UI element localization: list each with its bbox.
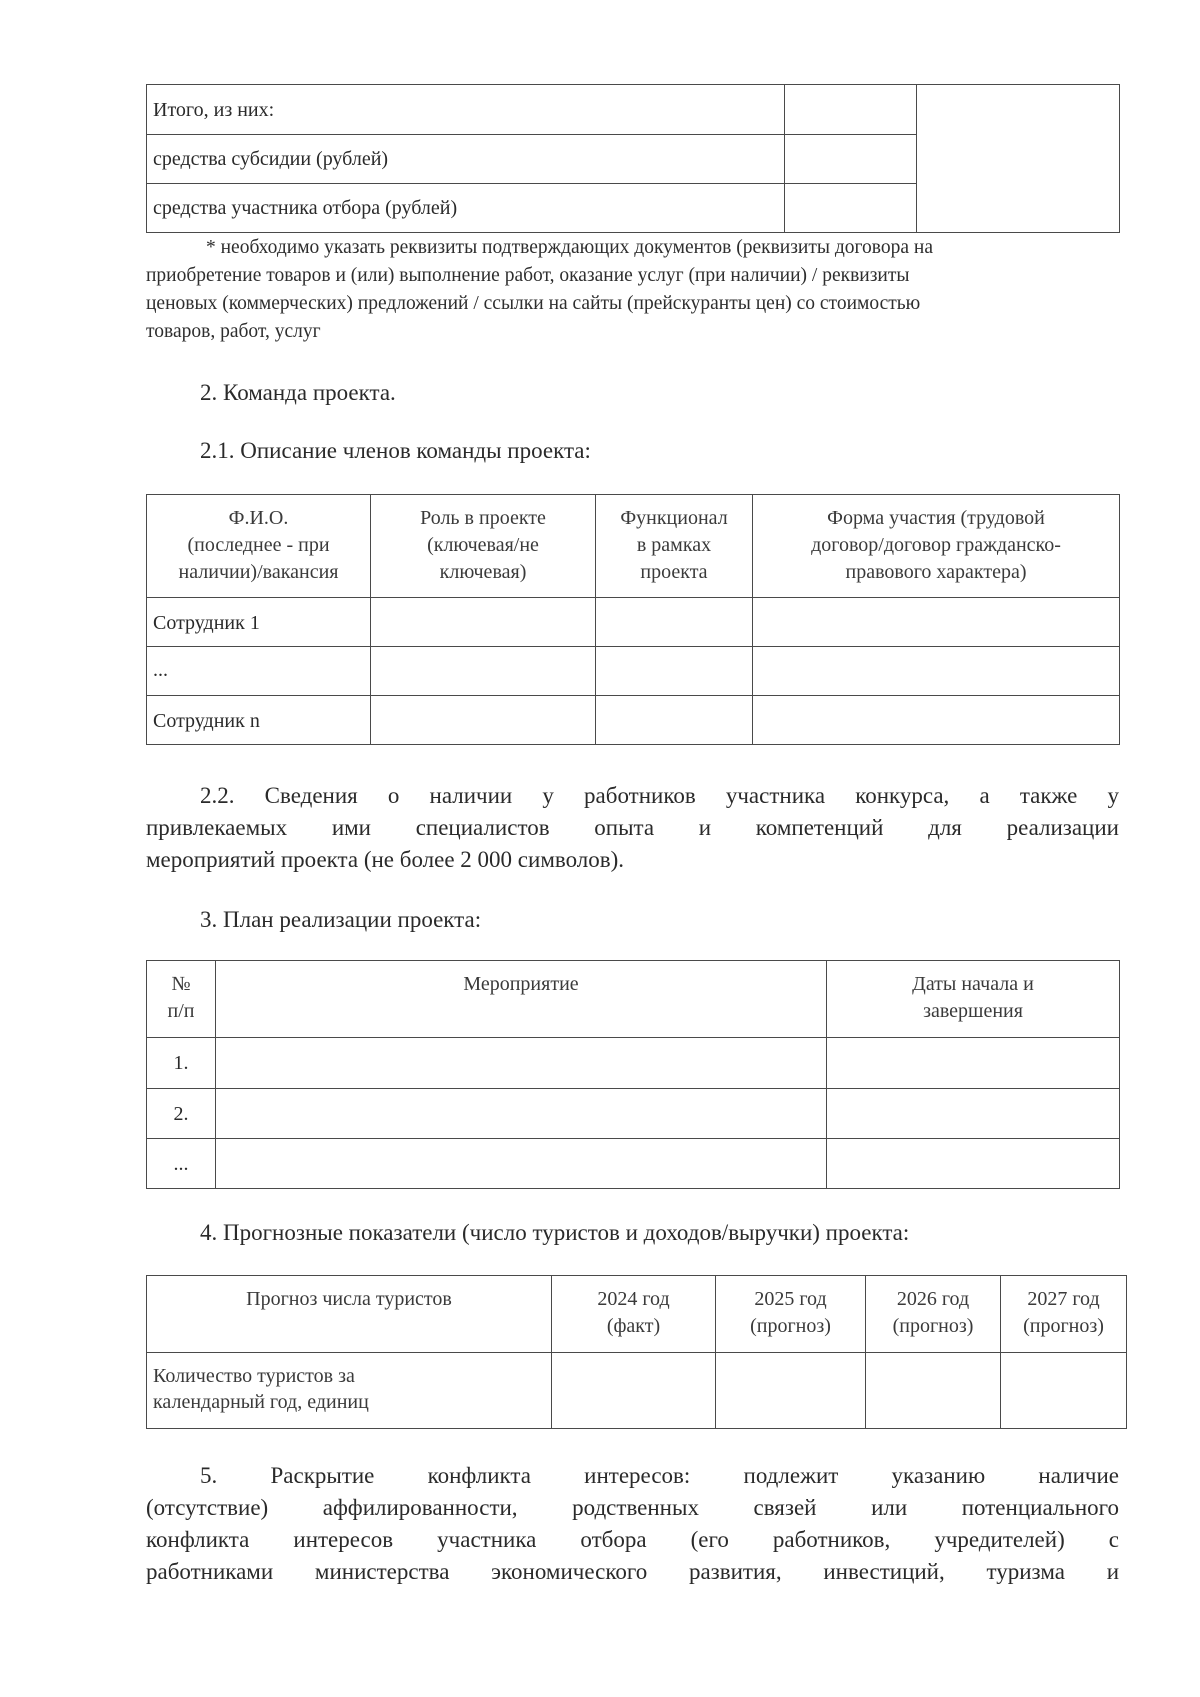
- section-2-heading: 2. Команда проекта.: [200, 380, 396, 405]
- table-row: [147, 696, 1120, 745]
- paragraph-line: мероприятий проекта (не более 2 000 символов).: [146, 847, 625, 872]
- header-line: Ф.И.О.: [228, 507, 289, 529]
- paragraph-line: работниками министерства экономического развития, инвестиций, туризма и: [146, 1559, 1119, 1584]
- section-3-heading: 3. План реализации проекта:: [200, 907, 482, 932]
- header-line: 2025 год: [754, 1288, 827, 1310]
- plan-row-num: 2.: [173, 1103, 189, 1125]
- plan-table: [146, 960, 1120, 1189]
- budget-row-label: Итого, из них:: [153, 99, 275, 121]
- team-header-role: [371, 495, 596, 598]
- header-line: Даты начала и: [912, 973, 1034, 995]
- team-header-fio: [147, 495, 371, 598]
- team-header-function: [596, 495, 753, 598]
- plan-header-event: [216, 961, 827, 1038]
- header-line: (ключевая/не: [427, 534, 539, 556]
- plan-row-num: ...: [173, 1153, 189, 1175]
- header-line: договор/договор гражданско-: [811, 534, 1061, 556]
- table-row: [147, 1353, 1127, 1429]
- table-row: [147, 1089, 1120, 1139]
- section-5-paragraph: [146, 1460, 1119, 1588]
- budget-row-subsidy: [147, 135, 785, 184]
- footnote-line: приобретение товаров и (или) выполнение работ, оказание услуг (при наличии) / реквизиты: [146, 265, 910, 286]
- budget-row-label: средства субсидии (рублей): [153, 148, 389, 170]
- paragraph-line: конфликта интересов участника отбора (его работников, учредителей) с: [146, 1527, 1119, 1552]
- header-line: Форма участия (трудовой: [827, 507, 1045, 529]
- header-line: завершения: [923, 1000, 1023, 1022]
- table-row: [147, 1038, 1120, 1089]
- budget-row-participant: [147, 184, 785, 233]
- paragraph-line: привлекаемых ими специалистов опыта и компетенций для реализации: [146, 815, 1119, 840]
- team-header-form: [753, 495, 1120, 598]
- forecast-header-2026: [866, 1276, 1001, 1353]
- header-line: (факт): [606, 1315, 661, 1337]
- header-line: (прогноз): [1023, 1315, 1104, 1337]
- header-line: Прогноз числа туристов: [246, 1288, 452, 1310]
- header-line: 2027 год: [1027, 1288, 1100, 1310]
- footnote-line: ценовых (коммерческих) предложений / ссылки на сайты (прейскуранты цен) со стоимостью: [146, 293, 921, 314]
- budget-cell-merged: [917, 85, 1120, 233]
- footnote: [146, 234, 1119, 346]
- footnote-line: * необходимо указать реквизиты подтверждающих документов (реквизиты договора на: [206, 237, 933, 258]
- section-2-1-heading: 2.1. Описание членов команды проекта:: [200, 438, 591, 463]
- forecast-header-2027: [1001, 1276, 1127, 1353]
- header-line: 2024 год: [597, 1288, 670, 1310]
- header-line: проекта: [640, 561, 708, 583]
- plan-header-num: [147, 961, 216, 1038]
- header-line: правового характера): [845, 561, 1027, 583]
- header-line: наличии)/вакансия: [178, 561, 339, 583]
- header-line: в рамках: [636, 534, 712, 556]
- header-line: (прогноз): [750, 1315, 831, 1337]
- header-line: Функционал: [620, 507, 728, 529]
- paragraph-line: (отсутствие) аффилированности, родственных связей или потенциального: [146, 1495, 1119, 1520]
- team-row-label: Сотрудник 1: [153, 612, 260, 634]
- budget-cell: [785, 184, 917, 233]
- footnote-line: товаров, работ, услуг: [146, 321, 321, 342]
- team-row-label: ...: [153, 659, 168, 681]
- forecast-row-label: календарный год, единиц: [153, 1391, 369, 1413]
- budget-row-total: [147, 85, 785, 135]
- table-row: [147, 1139, 1120, 1189]
- forecast-header-2025: [716, 1276, 866, 1353]
- team-row-label: Сотрудник n: [153, 710, 260, 732]
- plan-header-dates: [827, 961, 1120, 1038]
- forecast-row-label: Количество туристов за: [153, 1365, 355, 1387]
- budget-cell: [785, 135, 917, 184]
- forecast-table: [146, 1275, 1127, 1429]
- budget-table: [146, 84, 1120, 233]
- paragraph-line: 5. Раскрытие конфликта интересов: подлежит указанию наличие: [200, 1463, 1119, 1488]
- header-line: п/п: [167, 1000, 195, 1022]
- header-line: (прогноз): [892, 1315, 974, 1337]
- header-line: 2026 год: [896, 1288, 970, 1310]
- budget-row-label: средства участника отбора (рублей): [153, 197, 458, 219]
- header-line: Роль в проекте: [420, 507, 546, 529]
- header-line: (последнее - при: [187, 534, 330, 556]
- forecast-header-label: [147, 1276, 552, 1353]
- section-2-2-paragraph: [146, 780, 1119, 876]
- plan-row-num: 1.: [173, 1052, 189, 1074]
- header-line: Мероприятие: [463, 973, 579, 995]
- table-row: [147, 647, 1120, 696]
- table-row: [147, 598, 1120, 647]
- section-4-heading: 4. Прогнозные показатели (число туристов и доходов/выручки) проекта:: [200, 1220, 910, 1245]
- paragraph-line: 2.2. Сведения о наличии у работников участника конкурса, а также у: [200, 783, 1119, 808]
- team-table: [146, 494, 1120, 745]
- forecast-header-2024: [552, 1276, 716, 1353]
- header-line: №: [171, 973, 191, 995]
- budget-cell: [785, 85, 917, 135]
- header-line: ключевая): [439, 561, 527, 583]
